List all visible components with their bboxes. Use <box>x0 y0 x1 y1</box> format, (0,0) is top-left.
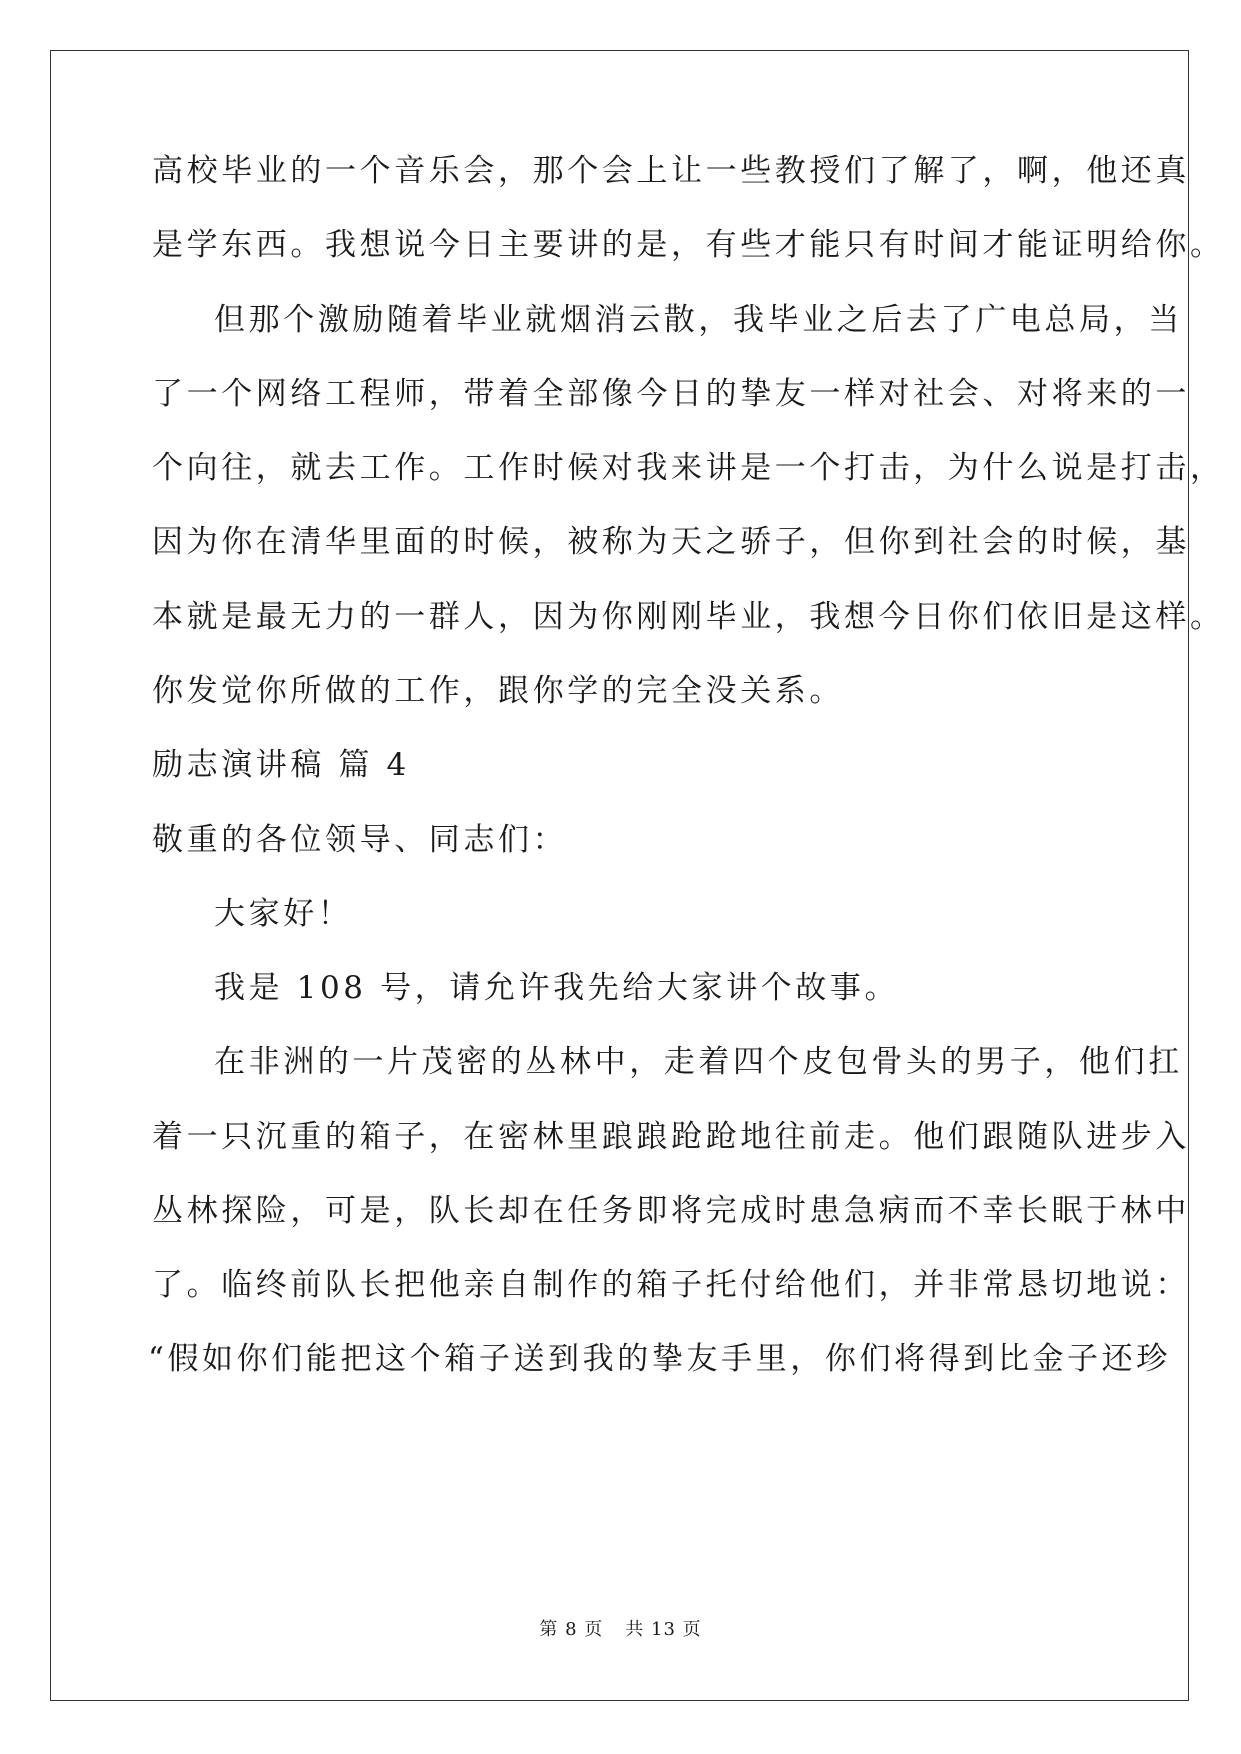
story-line-4: 了。临终前队长把他亲自制作的箱子托付给他们，并非常恳切地说： <box>152 1267 1190 1303</box>
current-page-text: 第 8 页 <box>539 1619 604 1640</box>
page-footer <box>0 1621 1241 1639</box>
story-line-2: 着一只沉重的箱子，在密林里踉踉跄跄地往前走。他们跟随队进步入 <box>152 1119 1190 1155</box>
body-line-6: 因为你在清华里面的时候，被称为天之骄子，但你到社会的时候，基 <box>152 524 1190 560</box>
story-line-5: “假如你们能把这个箱子送到我的挚友手里，你们将得到比金子还珍 <box>148 1341 1171 1377</box>
story-line-3: 丛林探险，可是，队长却在任务即将完成时患急病而不幸长眠于林中 <box>152 1193 1190 1229</box>
body-line-7: 本就是最无力的一群人，因为你刚刚毕业，我想今日你们依旧是这样。 <box>152 599 1225 635</box>
body-line-1: 高校毕业的一个音乐会，那个会上让一些教授们了解了，啊，他还真 <box>152 153 1190 189</box>
body-line-2: 是学东西。我想说今日主要讲的是，有些才能只有时间才能证明给你。 <box>152 227 1225 263</box>
total-pages-text: 共 13 页 <box>625 1619 702 1640</box>
body-line-8: 你发觉你所做的工作，跟你学的完全没关系。 <box>152 673 844 709</box>
story-line-1: 在非洲的一片茂密的丛林中，走着四个皮包骨头的男子，他们扛 <box>214 1044 1183 1080</box>
salutation: 敬重的各位领导、同志们： <box>152 822 568 858</box>
body-line-5: 个向往，就去工作。工作时候对我来讲是一个打击，为什么说是打击， <box>152 450 1225 486</box>
page-border <box>50 50 1189 1701</box>
section-heading: 励志演讲稿 篇 4 <box>152 747 410 783</box>
greeting: 大家好！ <box>214 896 353 932</box>
body-line-3: 但那个激励随着毕业就烟消云散，我毕业之后去了广电总局，当 <box>214 302 1183 338</box>
body-line-4: 了一个网络工程师，带着全部像今日的挚友一样对社会、对将来的一 <box>152 376 1190 412</box>
intro-line: 我是 108 号，请允许我先给大家讲个故事。 <box>214 970 900 1006</box>
